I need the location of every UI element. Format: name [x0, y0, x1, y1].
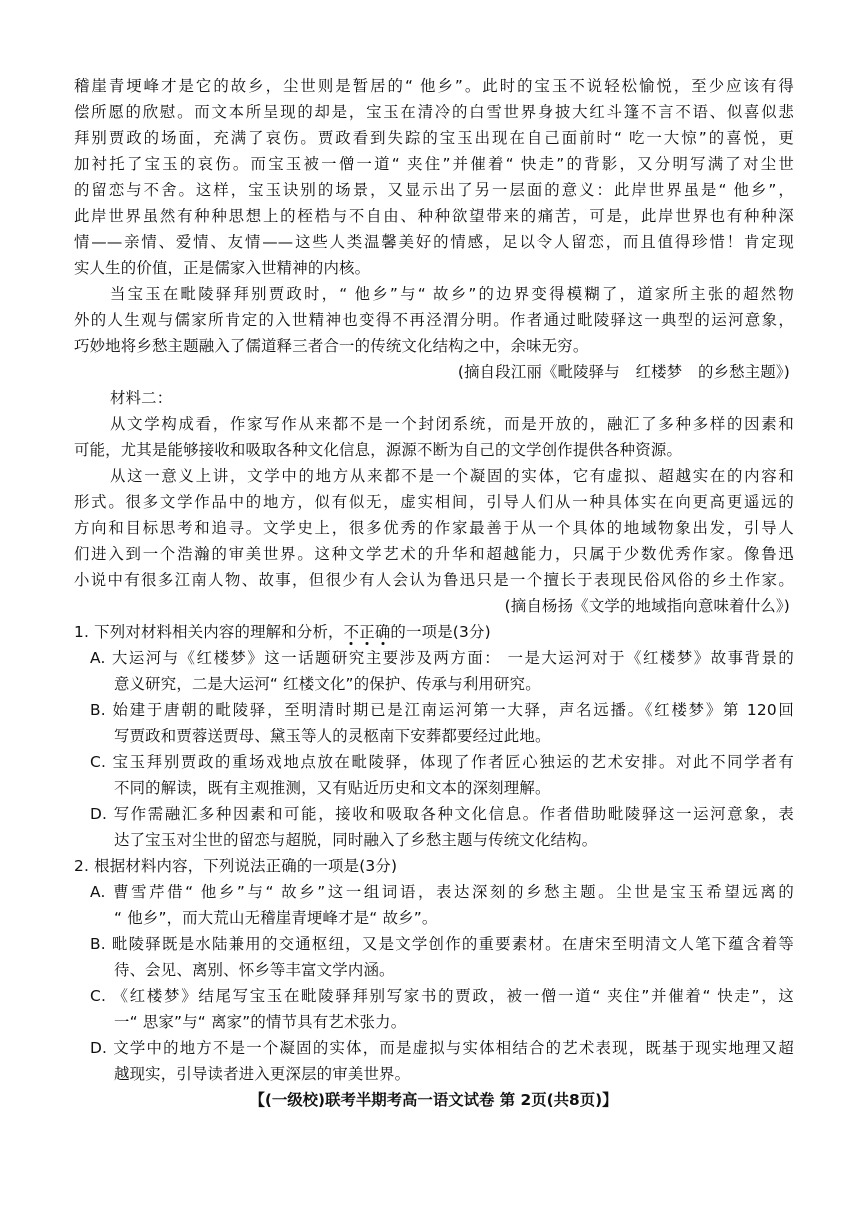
paragraph1-line: 加衬托了宝玉的哀伤。而宝玉被一僧一道“ 夹住”并催着“ 快走”的背影，又分明写满了对尘世: [74, 155, 794, 173]
paragraph2-line: 当宝玉在毗陵驿拜别贾政时，“ 他乡”与“ 故乡”的边界变得模糊了，道家所主张的超然物: [110, 285, 794, 303]
question1-stem: [74, 619, 794, 645]
paragraph1-line: 稽崖青埂峰才是它的故乡，尘世则是暂居的“ 他乡”。此时的宝玉不说轻松愉悦，至少应该有得: [74, 77, 794, 95]
q1-option-d-line: D. 写作需融汇多种因素和可能，接收和吸取各种文化信息。作者借助毗陵驿这一运河意象，表: [90, 805, 794, 823]
paragraph2-line: 外的人生观与儒家所肯定的入世精神也变得不再泾渭分明。作者通过毗陵驿这一典型的运河意象，: [74, 311, 794, 329]
question2-stem: 2. 根据材料内容，下列说法正确的一项是(3分): [74, 857, 398, 875]
emphasis-char: 正: [359, 623, 375, 641]
paragraph2-line: 巧妙地将乡愁主题融入了儒道释三者合一的传统文化结构之中，余味无穷。: [74, 337, 589, 355]
page-footer: 【(一级校)联考半期考高一语文试卷 第 2页(共8页)】: [249, 1091, 618, 1109]
q1-option-b-line: 写贾政和贾蓉送贾母、黛玉等人的灵柩南下安葬都要经过此地。: [114, 727, 551, 745]
paragraph1-line: 实人生的价值，正是儒家入世精神的内核。: [74, 259, 371, 277]
paragraph3-line: 从文学构成看，作家写作从来都不是一个封闭系统，而是开放的，融汇了多种多样的因素和: [110, 415, 794, 433]
q1-option-d-line: 达了宝玉对尘世的留恋与超脱，同时融入了乡愁主题与传统文化结构。: [114, 831, 598, 849]
paragraph1-line: 拜别贾政的场面，充满了哀伤。贾政看到失踪的宝玉出现在自己面前时“ 吃一大惊”的喜悦，更: [74, 129, 794, 147]
emphasis-char: 确: [374, 623, 391, 641]
q2-option-d-line: 越现实，引导读者进入更深层的审美世界。: [114, 1065, 411, 1083]
q1-option-a-line: 意义研究，二是大运河“ 红楼文化”的保护、传承与利用研究。: [114, 675, 541, 693]
q1-option-b-line: B. 始建于唐朝的毗陵驿，至明清时期已是江南运河第一大驿，声名远播。《红楼梦》第 120回: [90, 701, 794, 719]
q2-option-d-line: D. 文学中的地方不是一个凝固的实体，而是虚拟与实体相结合的艺术表现，既基于现实地理又超: [90, 1039, 794, 1057]
q2-option-b-line: B. 毗陵驿既是水陆兼用的交通枢纽，又是文学创作的重要素材。在唐宋至明清文人笔下蕴含着等: [90, 935, 794, 953]
q2-option-a-line: “ 他乡”，而大荒山无稽崖青埂峰才是“ 故乡”。: [114, 909, 438, 927]
question1-suffix: 的一项是(3分): [390, 623, 491, 641]
q2-option-b-line: 待、会见、离别、怀乡等丰富文学内涵。: [114, 961, 395, 979]
paragraph4-line: 方向和目标思考和追寻。文学史上，很多优秀的作家最善于从一个具体的地域物象出发，引导人: [74, 519, 794, 537]
q2-option-c-line: C. 《红楼梦》结尾写宝玉在毗陵驿拜别写家书的贾政，被一僧一道“ 夹住”并催着“ 快走”，这: [90, 987, 794, 1005]
paragraph1-line: 情——亲情、爱情、友情——这些人类温馨美好的情感，足以令人留恋，而且值得珍惜！肯定现: [74, 233, 794, 251]
source-citation-1: (摘自段江丽《毗陵驿与 红楼梦 的乡愁主题》): [457, 363, 790, 381]
paragraph1-line: 的留恋与不舍。这样，宝玉诀别的场景，又显示出了另一层面的意义：此岸世界虽是“ 他乡”，: [74, 181, 794, 199]
q2-option-a-line: A. 曹雪芹借“ 他乡”与“ 故乡”这一组词语，表达深刻的乡愁主题。尘世是宝玉希望远离的: [90, 883, 794, 901]
q1-option-c-line: 不同的解读，既有主观推测，又有贴近历史和文本的深刻理解。: [114, 779, 551, 797]
q1-option-c-line: C. 宝玉拜别贾政的重场戏地点放在毗陵驿，体现了作者匠心独运的艺术安排。对此不同学者有: [90, 753, 794, 771]
q1-option-a-line: A. 大运河与《红楼梦》这一话题研究主要涉及两方面： 一是大运河对于《红楼梦》故事背景的: [90, 649, 794, 667]
paragraph1-line: 此岸世界虽然有种种思想上的桎梏与不自由、种种欲望带来的痛苦，可是，此岸世界也有种种深: [74, 207, 794, 225]
source-citation-2: (摘自杨扬《文学的地域指向意味着什么》): [504, 597, 790, 615]
question1-prefix: 1. 下列对材料相关内容的理解和分析，: [74, 623, 344, 641]
paragraph3-line: 可能，尤其是能够接收和吸取各种文化信息，源源不断为自己的文学创作提供各种资源。: [74, 441, 683, 459]
q2-option-c-line: 一“ 思家”与“ 离家”的情节具有艺术张力。: [114, 1013, 407, 1031]
emphasis-char: 不: [343, 623, 360, 641]
paragraph4-line: 从这一意义上讲，文学中的地方从来都不是一个凝固的实体，它有虚拟、超越实在的内容和: [110, 467, 794, 485]
paragraph4-line: 小说中有很多江南人物、故事，但很少有人会认为鲁迅只是一个擅长于表现民俗风俗的乡土作家。: [74, 571, 794, 589]
paragraph4-line: 们进入到一个浩瀚的审美世界。这种文学艺术的升华和超越能力，只属于少数优秀作家。像鲁迅: [74, 545, 794, 563]
paragraph1-line: 偿所愿的欣慰。而文本所呈现的却是，宝玉在清冷的白雪世界身披大红斗篷不言不语、似喜似悲: [74, 103, 794, 121]
paragraph4-line: 形式。很多文学作品中的地方，似有似无，虚实相间，引导人们从一种具体实在向更高更遥远的: [74, 493, 794, 511]
material2-label: 材料二：: [110, 389, 173, 407]
